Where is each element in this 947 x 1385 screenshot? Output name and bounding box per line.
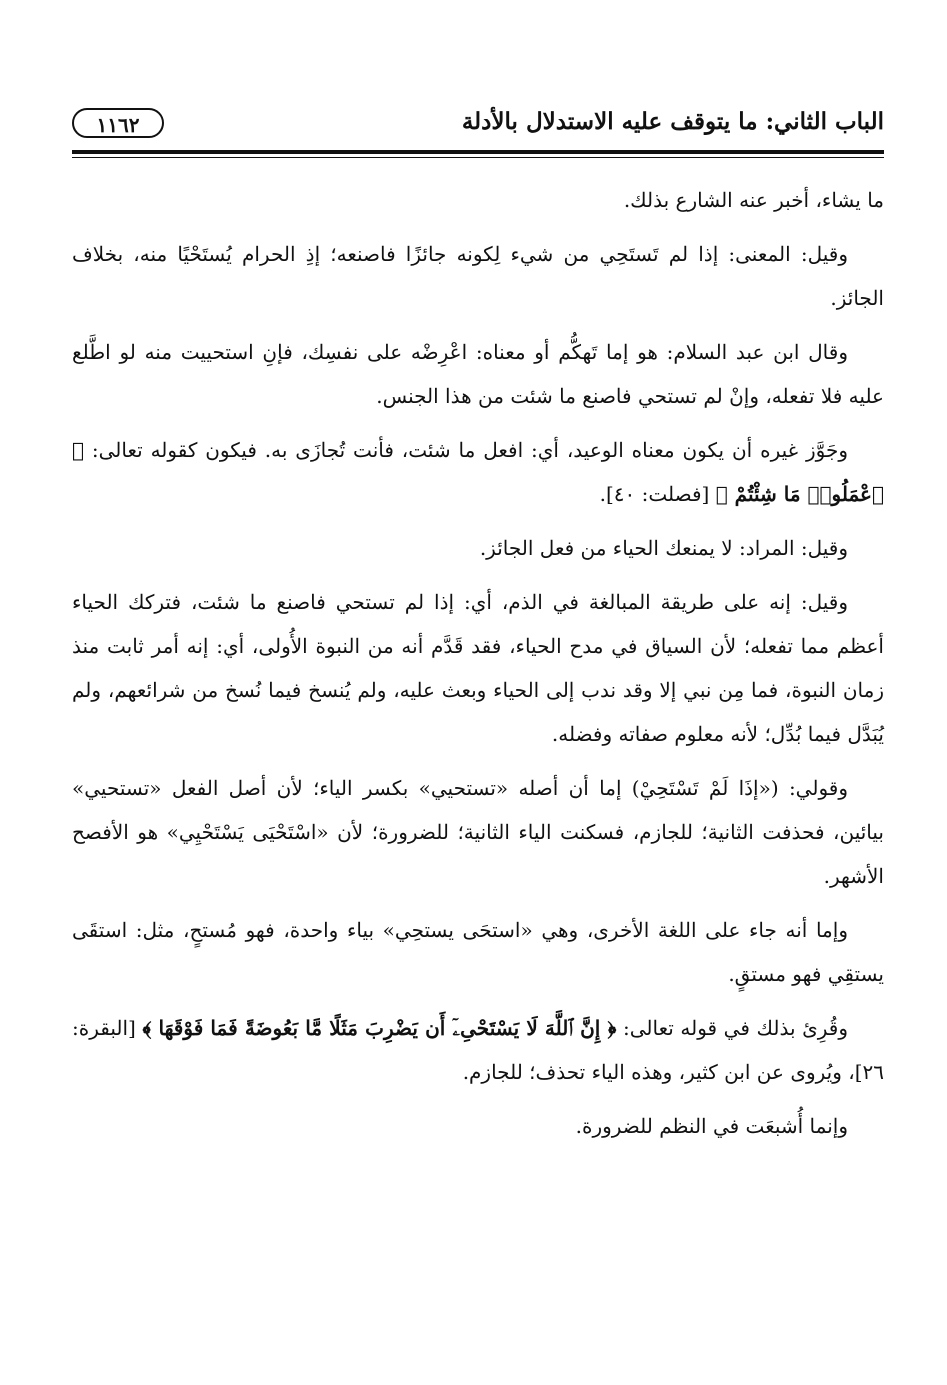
- paragraph: وإنما أُشبعَت في النظم للضرورة.: [575, 1114, 848, 1138]
- header-rule-thin: [72, 157, 884, 158]
- chapter-title: الباب الثاني: ما يتوقف عليه الاستدلال بالأدلة: [461, 108, 884, 135]
- paragraph-text: وقُرِئ بذلك في قوله تعالى:: [616, 1016, 848, 1040]
- paragraph: ما يشاء، أخبر عنه الشارع بذلك.: [623, 188, 884, 212]
- verse-reference: [البقرة: ٢٦]، ويُروى عن ابن كثير، وهذه الياء تحذف؛ للجازم.: [72, 1016, 884, 1084]
- paragraph: وقيل: المراد: لا يمنعك الحياء من فعل الجائز.: [479, 536, 848, 560]
- header-rule-thick: [72, 150, 884, 154]
- paragraph: وقيل: إنه على طريقة المبالغة في الذم، أي: إذا لم تستحي فاصنع ما شئت، فتركك الحياء أعظم مما تفعله؛ لأن السياق في مدح الحياء، فقد قَدَّم أنه من النبوة الأُولى، أي: إنه أمر ثابت منذ زمان النبوة، فما مِن نبي إلا وقد ندب إلى الحياء وبعث عليه، ولم يُنسخ فيما نُسخ من شرائعهم، ولم يُبَدَّل فيما بُدِّل؛ لأنه معلوم صفاته وفضله.: [72, 590, 884, 746]
- paragraph: وقال ابن عبد السلام: هو إما تَهكُّم أو معناه: اعْرِضْه على نفسِك، فإنِ استحييت منه لو اطَّلع عليه فلا تفعله، وإنْ لم تستحي فاصنع ما شئت من هذا الجنس.: [72, 340, 884, 408]
- paragraph: وقولي: («إذَا لَمْ تَسْتَحِيْ) إما أن أصله «تستحيي» بكسر الياء؛ لأن أصل الفعل «تستحيي» بيائين، فحذفت الثانية؛ للجازم، فسكنت الياء الثانية؛ للضرورة؛ لأن «اسْتَحْيَى يَسْتَحْيِي» هو الأفصح الأشهر.: [72, 776, 884, 888]
- verse-reference: [فصلت: ٤٠].: [599, 482, 716, 506]
- paragraph: وإما أنه جاء على اللغة الأخرى، وهي «استحَى يستحِي» بياء واحدة، فهو مُستحٍ، مثل: استقَى يستقِي فهو مستقٍ.: [72, 918, 884, 986]
- paragraph-text: وجَوَّز غيره أن يكون معناه الوعيد، أي: افعل ما شئت، فأنت تُجازَى به. فيكون كقوله تعالى:: [84, 438, 848, 462]
- page-number: ١١٦٢: [72, 108, 164, 138]
- paragraph: وقيل: المعنى: إذا لم تَستَحِي من شيء لِكونه جائزًا فاصنعه؛ إذِ الحرام يُستَحْيًا منه، بخلاف الجائز.: [72, 242, 884, 310]
- body-text: [72, 178, 884, 1158]
- quran-verse: ﴿ ٱعْمَلُوا۟ مَا شِئْتُمْ ﴾: [72, 438, 884, 506]
- paragraph: [72, 428, 884, 516]
- page-header: [72, 100, 884, 152]
- paragraph: [72, 1006, 884, 1094]
- quran-verse: ﴿ إِنَّ ٱللَّهَ لَا يَسْتَحْىِۦٓ أَن يَضْرِبَ مَثَلًا مَّا بَعُوضَةً فَمَا فَوْقَهَا ﴾: [142, 1016, 617, 1040]
